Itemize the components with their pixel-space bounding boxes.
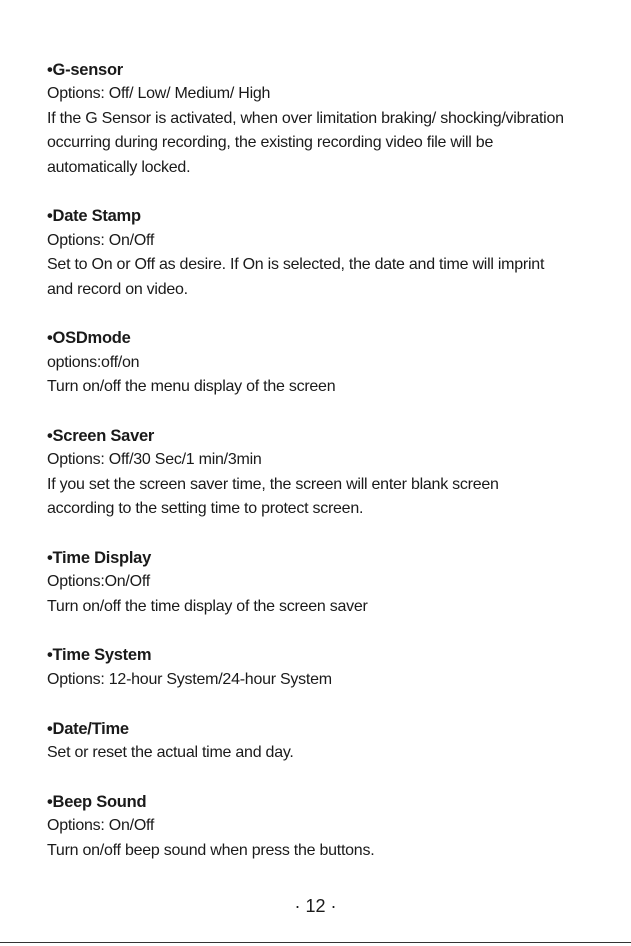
setting-title: •OSDmode	[47, 329, 131, 348]
setting-title: •Time Display	[47, 548, 152, 567]
setting-description-line: Options:On/Off	[47, 573, 150, 591]
setting-description-line: Options: Off/30 Sec/1 min/3min	[47, 451, 262, 469]
setting-description-line: automatically locked.	[47, 158, 191, 176]
setting-description-line: Options: Off/ Low/ Medium/ High	[47, 85, 271, 103]
setting-section	[47, 204, 617, 302]
section-spacer	[47, 180, 617, 204]
setting-description-line: and record on video.	[47, 280, 188, 298]
setting-description-line: Turn on/off the time display of the screen saver	[47, 597, 368, 615]
setting-description-line: Options: 12-hour System/24-hour System	[47, 670, 332, 688]
setting-section	[47, 790, 617, 863]
setting-section	[47, 717, 617, 766]
setting-title: •Screen Saver	[47, 426, 155, 445]
section-spacer	[47, 399, 617, 423]
setting-description-line: Options: On/Off	[47, 231, 155, 249]
setting-title: •Date Stamp	[47, 207, 141, 226]
setting-description-line: Turn on/off the menu display of the screen	[47, 378, 336, 396]
page-number: · 12 ·	[294, 896, 337, 916]
setting-description-line: occurring during recording, the existing recording video file will be	[47, 134, 494, 152]
setting-description-line: Set to On or Off as desire. If On is selected, the date and time will imprint	[47, 256, 545, 274]
setting-description-line: according to the setting time to protect screen.	[47, 500, 364, 518]
setting-section	[47, 643, 617, 692]
setting-description-line: If the G Sensor is activated, when over limitation braking/ shocking/vibration	[47, 109, 564, 127]
bottom-rule	[0, 942, 631, 943]
setting-title: •Date/Time	[47, 719, 129, 738]
section-spacer	[47, 692, 617, 716]
setting-description-line: Options: On/Off	[47, 817, 155, 835]
setting-title: •G-sensor	[47, 61, 123, 79]
section-spacer	[47, 619, 617, 643]
setting-description-line: options:off/on	[47, 353, 140, 371]
setting-section	[47, 58, 617, 180]
section-spacer	[47, 521, 617, 545]
section-spacer	[47, 765, 617, 789]
setting-title: •Time System	[47, 646, 152, 665]
setting-section	[47, 326, 617, 399]
section-spacer	[47, 302, 617, 326]
setting-section	[47, 424, 617, 522]
setting-description-line: If you set the screen saver time, the screen will enter blank screen	[47, 475, 499, 493]
manual-content	[47, 58, 617, 863]
setting-description-line: Turn on/off beep sound when press the buttons.	[47, 841, 375, 859]
setting-section	[47, 546, 617, 619]
setting-title: •Beep Sound	[47, 792, 147, 811]
setting-description-line: Set or reset the actual time and day.	[47, 743, 294, 761]
